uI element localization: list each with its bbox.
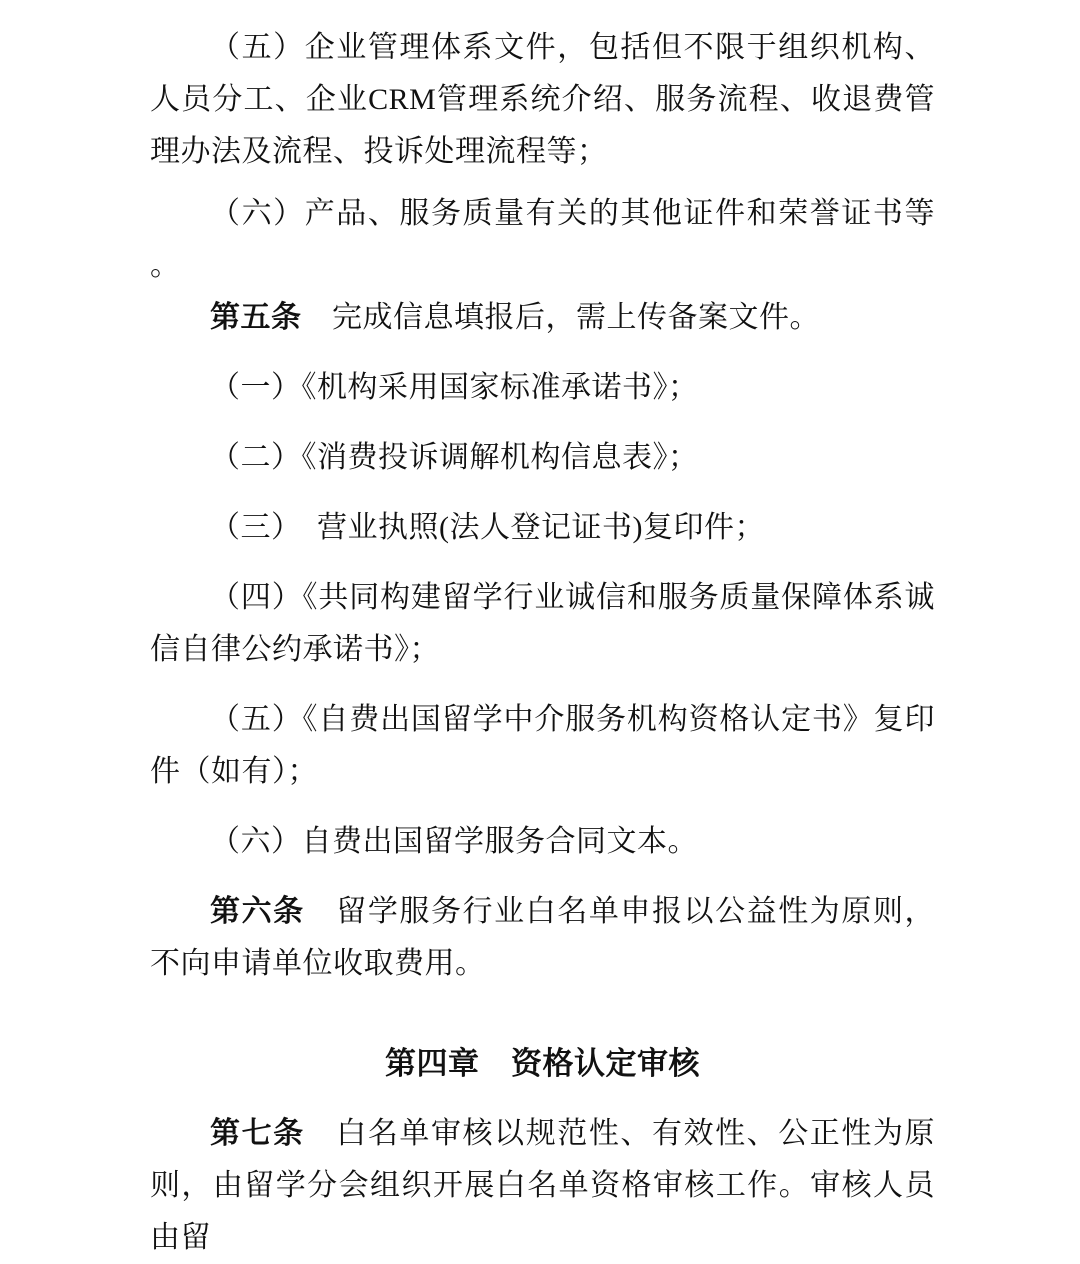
article-number: 第五条 xyxy=(210,301,302,334)
paragraph-text: 白名单审核以规范性、有效性、公正性为原则，由留学分会组织开展白名单资格审核工作。审核人员由留 xyxy=(150,1117,936,1254)
paragraph-article-7 xyxy=(150,1108,935,1264)
paragraph-article-6 xyxy=(150,886,935,990)
chapter-heading: 第四章 资格认定审核 xyxy=(385,1046,700,1081)
paragraph-file-1 xyxy=(150,362,935,414)
paragraph-text: （六）产品、服务质量有关的其他证件和荣誉证书等。 xyxy=(150,197,935,282)
paragraph-text: （一）《机构采用国家标准承诺书》； xyxy=(210,371,699,404)
paragraph-file-3 xyxy=(150,502,935,554)
paragraph-text: （五）《自费出国留学中介服务机构资格认定书》复印件（如有）； xyxy=(150,703,935,788)
paragraph-text: 留学服务行业白名单申报以公益性为原则，不向申请单位收取费用。 xyxy=(150,895,936,980)
paragraph-file-5 xyxy=(150,694,935,798)
paragraph-text: （四）《共同构建留学行业诚信和服务质量保障体系诚信自律公约承诺书》； xyxy=(150,581,935,666)
paragraph-item6-other-certs xyxy=(150,188,935,292)
paragraph-file-4 xyxy=(150,572,935,676)
paragraph-item5-management-docs xyxy=(150,22,935,178)
paragraph-file-6 xyxy=(150,816,935,868)
paragraph-text: （五）企业管理体系文件，包括但不限于组织机构、人员分工、企业CRM管理系统介绍、服务流程、收退费管理办法及流程、投诉处理流程等； xyxy=(150,31,935,168)
paragraph-article-5 xyxy=(150,292,935,344)
article-number: 第七条 xyxy=(210,1117,305,1150)
paragraph-text: （六）自费出国留学服务合同文本。 xyxy=(210,825,698,858)
paragraph-text: （二）《消费投诉调解机构信息表》； xyxy=(210,441,699,474)
article-number: 第六条 xyxy=(210,895,305,928)
paragraph-text: 完成信息填报后，需上传备案文件。 xyxy=(301,301,820,334)
paragraph-text: （三） 营业执照(法人登记证书)复印件； xyxy=(210,511,765,544)
paragraph-file-2 xyxy=(150,432,935,484)
